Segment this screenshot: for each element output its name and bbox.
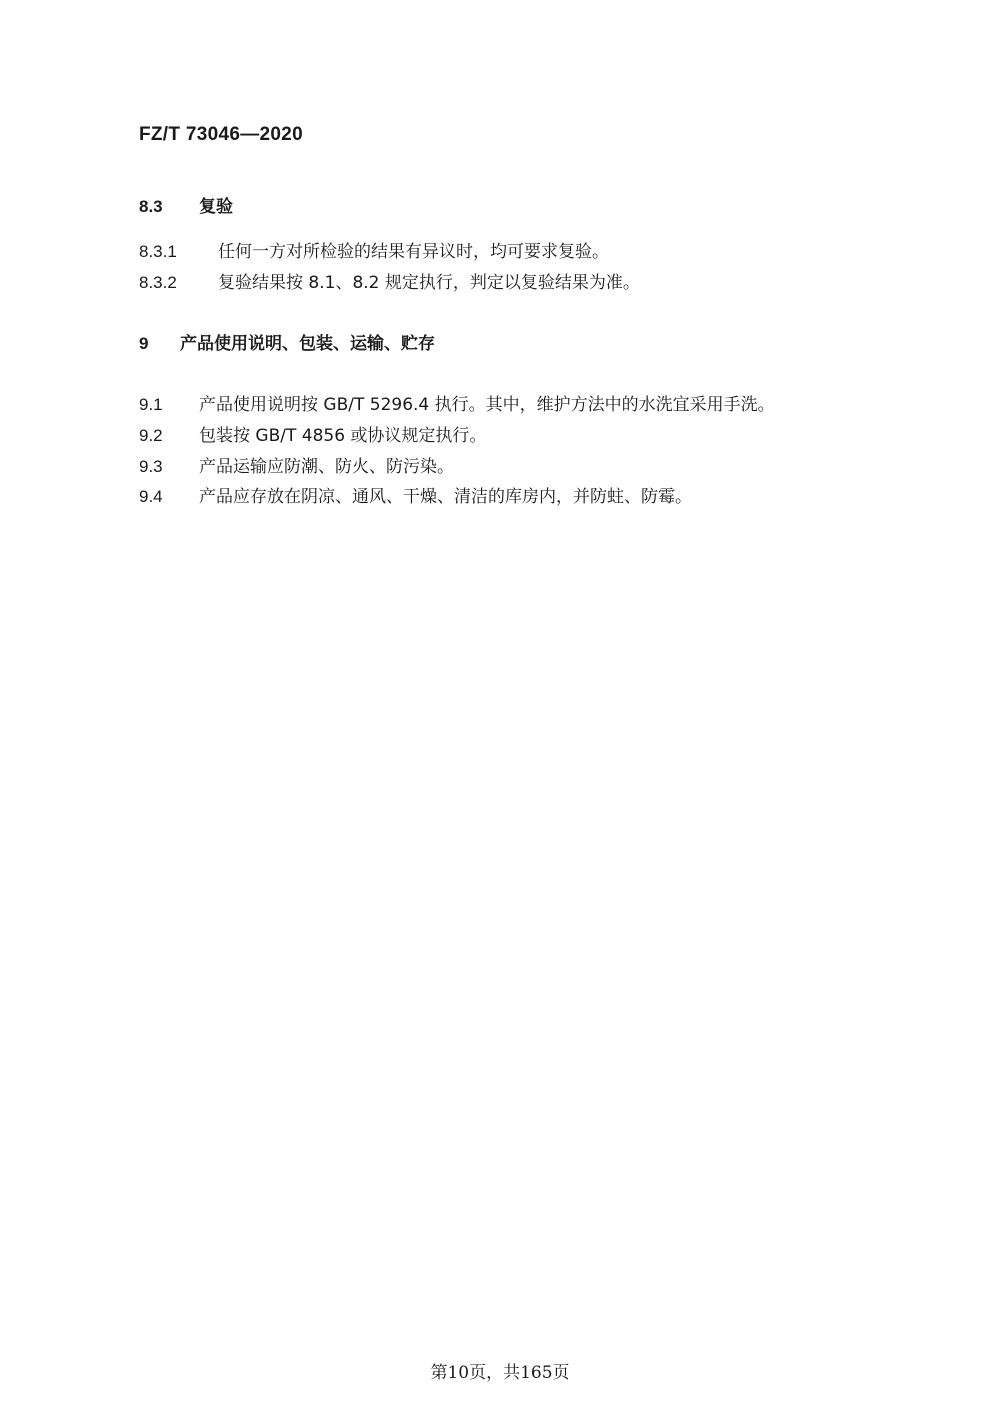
clause-number: 9.4 xyxy=(139,487,163,506)
clause-number: 8.3.1 xyxy=(139,242,177,261)
clause-number: 9.1 xyxy=(139,395,163,414)
section-9-heading xyxy=(139,332,435,356)
clause-9-3 xyxy=(139,455,454,479)
clause-8-3-2 xyxy=(139,271,640,295)
clause-9-2 xyxy=(139,424,486,448)
clause-text: 包装按 GB/T 4856 或协议规定执行。 xyxy=(199,426,487,446)
clause-number: 8.3.2 xyxy=(139,273,177,292)
clause-text: 产品运输应防潮、防火、防污染。 xyxy=(199,457,454,477)
section-title: 产品使用说明、包装、运输、贮存 xyxy=(180,334,435,354)
clause-9-4 xyxy=(139,485,692,509)
clause-number: 9.2 xyxy=(139,426,163,445)
section-title: 复验 xyxy=(199,197,233,217)
clause-text: 任何一方对所检验的结果有异议时，均可要求复验。 xyxy=(218,242,609,262)
clause-8-3-1 xyxy=(139,240,609,264)
section-8-3-heading xyxy=(139,195,233,219)
clause-9-1 xyxy=(139,393,775,417)
page-number-footer: 第10页，共165页 xyxy=(430,1363,570,1383)
section-number: 9 xyxy=(139,334,149,353)
section-number: 8.3 xyxy=(139,197,163,216)
clause-text: 产品使用说明按 GB/T 5296.4 执行。其中，维护方法中的水洗宜采用手洗。 xyxy=(199,395,775,415)
clause-text: 复验结果按 8.1、8.2 规定执行，判定以复验结果为准。 xyxy=(218,273,640,293)
standard-code: FZ/T 73046—2020 xyxy=(139,124,303,145)
clause-text: 产品应存放在阴凉、通风、干燥、清洁的库房内，并防蛀、防霉。 xyxy=(199,487,692,507)
clause-number: 9.3 xyxy=(139,457,163,476)
